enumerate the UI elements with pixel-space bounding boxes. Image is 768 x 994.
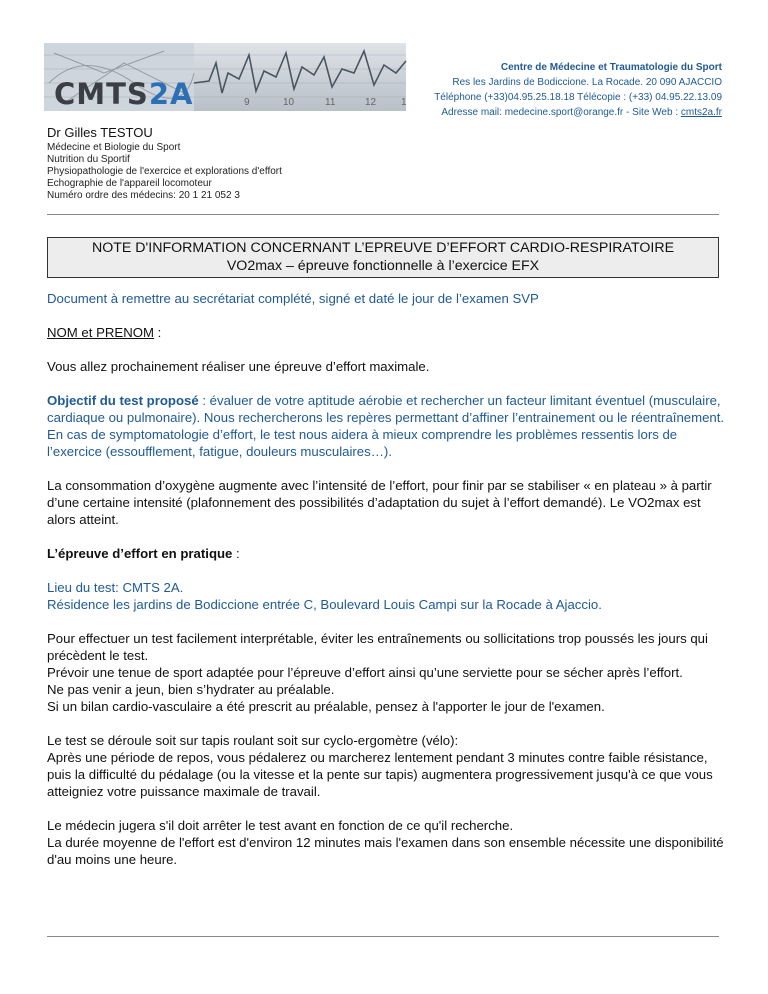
practice-label: L’épreuve d’effort en pratique bbox=[47, 546, 233, 561]
practice-heading: L’épreuve d’effort en pratique : bbox=[47, 546, 240, 561]
prep-line: Ne pas venir a jeun, bien s’hydrater au préalable. bbox=[47, 682, 335, 697]
document-title bbox=[47, 237, 719, 278]
location-address: Résidence les jardins de Bodiccione entrée C, Boulevard Louis Campi sur la Rocade à Ajaccio. bbox=[47, 597, 602, 612]
prep-line: Pour effectuer un test facilement interprétable, éviter les entraînements ou sollicitations trop poussés les jours qui précèdent le test. bbox=[47, 631, 708, 663]
website-link[interactable]: cmts2a.fr bbox=[680, 107, 722, 118]
doctor-specialty: Echographie de l'appareil locomoteur bbox=[47, 178, 212, 189]
procedure-line: Après une période de repos, vous pédalerez ou marcherez lentement pendant 3 minutes contre faible résistance, puis la difficulté du pédalage (ou la vitesse et la pente sur tapis) augmentera progressivement jusqu'à ce que vous atteigniez votre puissance maximale de travail. bbox=[47, 750, 713, 799]
consumption-paragraph: La consommation d’oxygène augmente avec l’intensité de l’effort, pour finir par se stabiliser « en plateau » à partir d’une certaine intensité (plafonnement des possibilités d’adaptation du sujet à l’effort demandé). Le VO2max est alors atteint. bbox=[47, 478, 712, 527]
clinic-phone-fax: Téléphone (+33)04.95.25.18.18 Télécopie : (+33) 04.95.22.13.09 bbox=[434, 92, 722, 103]
location-paragraph bbox=[47, 579, 727, 613]
document-body bbox=[47, 290, 727, 885]
location-line: Lieu du test: CMTS 2A. bbox=[47, 580, 184, 595]
clinic-logo: CMTS2A 9 10 11 12 1 bbox=[44, 43, 406, 111]
doctor-name: Dr Gilles TESTOU bbox=[47, 125, 153, 140]
doctor-specialty: Médecine et Biologie du Sport bbox=[47, 142, 181, 153]
closing-line: La durée moyenne de l'effort est d'environ 12 minutes mais l'examen dans son ensemble nécessite une disponibilité d'au moins une heure. bbox=[47, 835, 724, 867]
prep-line: Si un bilan cardio-vasculaire a été prescrit au préalable, pensez à l'apporter le jour de l'examen. bbox=[47, 699, 605, 714]
closing-line: Le médecin jugera s'il doit arrêter le test avant en fonction de ce qu'il recherche. bbox=[47, 818, 514, 833]
name-field-line: NOM et PRENOM : bbox=[47, 325, 162, 340]
title-line-1: NOTE D'INFORMATION CONCERNANT L’EPREUVE D’EFFORT CARDIO-RESPIRATOIRE bbox=[91, 240, 675, 256]
name-label: NOM et PRENOM bbox=[47, 325, 154, 340]
clinic-contact bbox=[434, 60, 722, 120]
intro-text: Vous allez prochainement réaliser une épreuve d’effort maximale. bbox=[47, 359, 430, 374]
procedure-paragraph bbox=[47, 732, 727, 800]
brand-wordmark: CMTS2A bbox=[54, 77, 194, 111]
objective-label: Objectif du test proposé bbox=[47, 393, 199, 408]
instruction-text: Document à remettre au secrétariat complété, signé et daté le jour de l’examen SVP bbox=[47, 291, 539, 306]
objective-paragraph: Objectif du test proposé : évaluer de votre aptitude aérobie et rechercher un facteur limitant éventuel (musculaire, cardiaque ou pulmonaire). Nous rechercherons les repères permettant d’affiner l’entrainement ou le réentraînement. En cas de symptomatologie d’effort, le test nous aidera à mieux comprendre les problèmes ressentis lors de l’exercice (essoufflement, fatigue, douleurs musculaires…). bbox=[47, 393, 725, 459]
title-line-2: VO2max – épreuve fonctionnelle à l’exercice EFX bbox=[226, 258, 540, 274]
doctor-specialty: Nutrition du Sportif bbox=[47, 154, 130, 165]
clinic-address: Res les Jardins de Bodiccione. La Rocade. 20 090 AJACCIO bbox=[452, 77, 722, 88]
preparation-paragraph bbox=[47, 630, 727, 715]
procedure-line: Le test se déroule soit sur tapis roulant soit sur cyclo-ergomètre (vélo): bbox=[47, 733, 459, 748]
clinic-name: Centre de Médecine et Traumatologie du Sport bbox=[500, 62, 722, 73]
doctor-specialty: Physiopathologie de l'exercice et explorations d'effort bbox=[47, 166, 282, 177]
prep-line: Prévoir une tenue de sport adaptée pour l’épreuve d’effort ainsi qu’une serviette pour se sécher après l’effort. bbox=[47, 665, 683, 680]
clinic-email-web: Adresse mail: medecine.sport@orange.fr - Site Web : cmts2a.fr bbox=[441, 107, 722, 118]
doctor-order-number: Numéro ordre des médecins: 20 1 21 052 3 bbox=[47, 190, 240, 201]
header-divider bbox=[47, 214, 719, 215]
doctor-info bbox=[47, 125, 282, 202]
footer-divider bbox=[47, 936, 719, 937]
closing-paragraph bbox=[47, 817, 727, 868]
